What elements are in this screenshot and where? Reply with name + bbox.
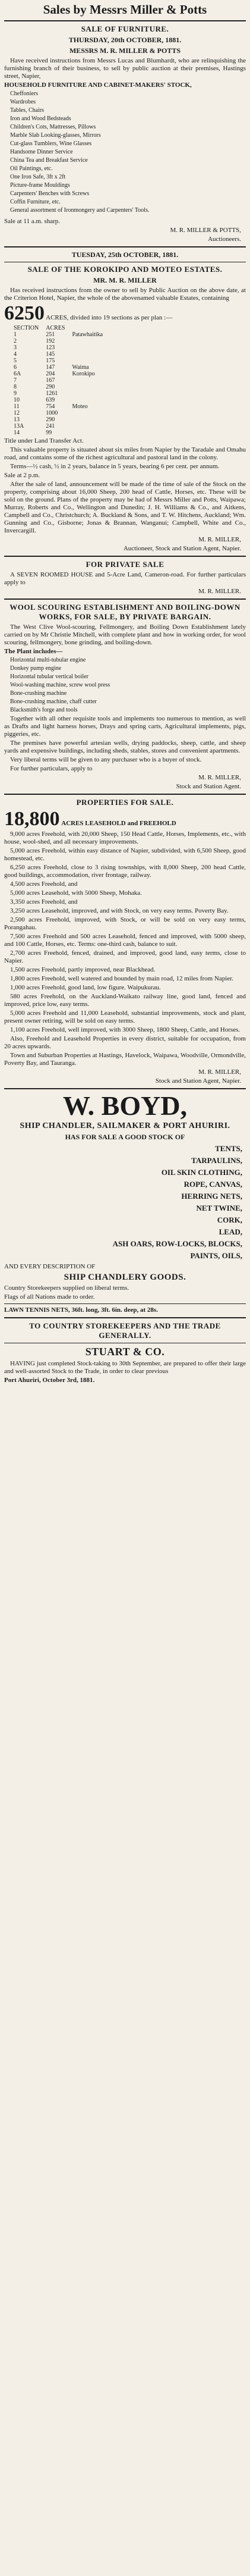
property-item: 4,500 acres Freehold, and [10,880,78,888]
furniture-sale-title: SALE OF FURNITURE. [81,24,169,33]
furniture-item: Picture-frame Mouldings [10,182,70,189]
lot-section: 1 [14,331,17,338]
properties-signature-role: Stock and Station Agent, Napier. [155,1077,241,1085]
lot-acres: 1261 [46,390,58,397]
furniture-sale-signature-firm: M. R. MILLER & POTTS, [170,227,241,234]
lot-section: 11 [14,403,20,410]
wool-works-signature-role: Stock and Station Agent. [176,783,241,790]
furniture-item: Handsome Dinner Service [10,149,73,155]
private-sale-title: FOR PRIVATE SALE [86,560,164,569]
boyd-name: W. BOYD, [62,1090,188,1121]
property-item: 1,100 acres Freehold, well improved, with 3000 Sheep, 1800 Sheep, Cattle, and Horses. [10,1026,240,1033]
lot-section: 8 [14,384,17,390]
furniture-item: Children's Cots, Mattresses, Pillows [10,124,96,130]
lot-header-section: SECTION [14,325,39,331]
goods-item: NET TWINE, [196,1204,242,1212]
lot-block: Korokipo [72,371,95,377]
boyd-trade: SHIP CHANDLER, SAILMAKER & PORT AHURIRI. [20,1121,230,1130]
goods-item: PAINTS, OILS, [190,1251,242,1260]
furniture-sale-date: THURSDAY, 20th OCTOBER, 1881. [68,36,182,44]
lot-section: 3 [14,344,17,351]
wool-works-plant-header: The Plant includes— [4,648,63,655]
property-item: 5,000 acres Freehold, within easy distance of Napier, subdivided, with 6,500 Sheep, good homestead, etc. [4,847,246,862]
korokipo-intro: Has received instructions from the owner to sell by Public Auction on the above date, at the Criterion Hotel, Napier, the whole of the abovenamed valuable Estates, containing [4,287,246,302]
lot-section: 9 [14,390,17,397]
lot-row [10,397,106,403]
lot-section: 7 [14,377,17,384]
lot-acres: 204 [46,371,55,377]
property-item: 3,250 acres Leasehold, improved, and with Stock, on very easy terms. Poverty Bay. [10,907,229,914]
lot-header-acres: ACRES [46,325,65,331]
furniture-sale-intro: Have received instructions from Messrs Lucas and Blumhardt, who are relinquishing the furnishing branch of their business, to sell by public auction at their premises, Hastings street, Napier, [4,57,246,80]
goods-item: OIL SKIN CLOTHING, [161,1168,242,1177]
korokipo-signature-name: M. R. MILLER, [198,536,241,543]
plant-item: Blacksmith's forge and tools [10,707,78,713]
lot-acres: 290 [46,416,55,423]
korokipo-title-note: Title under Land Transfer Act. [4,437,84,444]
lot-block [68,397,106,403]
stuart-heading: TO COUNTRY STOREKEEPERS AND THE TRADE GENERALLY. [29,1321,221,1340]
property-item: 1,800 acres Freehold, well watered and bounded by main road, 12 miles from Napier. [10,975,234,982]
wool-works-terms: Very liberal terms will be given to any purchaser who is a buyer of stock. [10,756,202,763]
properties-headline [4,809,246,829]
divider [4,1317,246,1318]
lot-block [68,377,106,384]
korokipo-acres-line [4,303,246,324]
korokipo-lot-table [10,325,106,436]
lot-section: 12 [14,410,20,416]
stuart-body: HAVING just completed Stock-taking to 30th September, are prepared to offer their large and well-assorted Stock to the Trade, in order to clear previous [4,1360,246,1375]
boyd-nets: LAWN TENNIS NETS, 36ft. long, 3ft. 6in. deep, at 28s. [4,1306,158,1314]
lot-row [10,377,106,384]
furniture-item: Tables, Chairs [10,107,45,114]
furniture-item: One Iron Safe, 3ft x 2ft [10,174,66,180]
properties-big-figure: 18,800 [4,808,60,830]
lot-block [68,416,106,423]
lot-row [10,416,106,423]
lot-block [68,351,106,358]
property-item: Town and Suburban Properties at Hastings, Havelock, Waipawa, Woodville, Ormondville, Poverty Bay, and Tauranga. [4,1052,246,1067]
lot-acres: 251 [46,331,55,338]
furniture-item-list [4,90,246,214]
property-item: 580 acres Freehold, on the Auckland-Waikato railway line, good land, fenced and improved, price low, easy terms. [4,993,246,1008]
furniture-item: General assortment of Ironmongery and Carpenters' Tools. [10,207,150,214]
furniture-item: Marble Slab Looking-glasses, Mirrors [10,132,101,139]
lot-acres: 175 [46,358,55,364]
property-item: 6,250 acres Freehold, close to 3 rising townships, with 8,000 Sheep, 200 head Cattle, good buildings, accommodation, river frontage, railway. [4,864,246,879]
lot-block [68,430,106,436]
goods-item: ROPE, CANVAS, [183,1180,242,1189]
lot-acres: 145 [46,351,55,358]
plant-item: Bone-crushing machine [10,690,67,697]
wool-works-plant-list [4,657,246,714]
property-item: 3,350 acres Freehold, and [10,898,78,905]
lot-acres: 639 [46,397,55,403]
lot-row [10,384,106,390]
lot-row [10,371,106,377]
plant-item: Donkey pump engine [10,665,62,672]
furniture-sale-signature-role: Auctioneers. [208,236,241,243]
private-sale-body: A SEVEN ROOMED HOUSE and 5-Acre Land, Cameron-road. For further particulars apply to [4,571,246,586]
lot-row [10,423,106,430]
lot-section: 14 [14,430,20,436]
boyd-ad [4,1092,246,1314]
lot-block: Moteo [72,403,88,410]
lot-acres: 241 [46,423,55,430]
property-item: 1,000 acres Freehold, good land, low figure. Waipukurau. [10,984,161,991]
lot-acres: 1000 [46,410,58,416]
furniture-item: Wardrobes [10,99,36,105]
furniture-sale-headline: HOUSEHOLD FURNITURE AND CABINET-MAKERS' STOCK, [4,82,192,89]
korokipo-sale-ad [4,250,246,553]
masthead: Sales by Messrs Miller & Potts [43,2,207,17]
korokipo-sale-date: TUESDAY, 25th OCTOBER, 1881. [71,250,179,259]
lot-acres: 192 [46,338,55,344]
stuart-footer: Port Ahuriri, October 3rd, 1881. [4,1377,95,1384]
wool-works-rest: Together with all other requisite tools and implements too numerous to mention, as well as Drafts and light harness horses, Drays and spring carts, Agricultural implements, pigs, piggeries, etc. [4,715,246,738]
private-sale-ad [4,560,246,596]
properties-big-text: ACRES LEASEHOLD and FREEHOLD [61,820,176,827]
lot-block [68,338,106,344]
divider [4,794,246,795]
wool-works-ad [4,603,246,791]
property-item: 2,500 acres Freehold, improved, with Stock, or will be sold on very easy terms, Porangahau. [4,916,246,931]
properties-title: PROPERTIES FOR SALE. [76,798,174,807]
lot-block: Waima [72,364,89,371]
goods-item: TENTS, [215,1144,242,1153]
lot-acres: 147 [46,364,55,371]
wool-works-title: WOOL SCOURING ESTABLISHMENT AND BOILING-DOWN WORKS, FOR SALE, BY PRIVATE BARGAIN. [10,603,240,621]
lot-block: Patawhaitika [72,331,103,338]
property-item: 1,500 acres Freehold, partly improved, near Blackhead. [10,966,156,973]
korokipo-stock-note: After the sale of land, announcement will be made of the time of sale of the Stock on the property, comprising about 16,000 Sheep, 200 head of Cattle, Horses, etc. These will be sold on the ground. Plans of the property may be had of Messrs Miller and Potts, Waipawa; Murray, Roberts and Co., Wellington and Dunedin; J. H. Williams & Co., and Aitkens, Campbell and Co., Christchurch; A. Buckland & Sons, and T. W. Hitchens, Auckland; Wm. Gunning and Co., Gisborne; Jonas & Brannan, Wanganui; Campbell, White and Co., Invercargill. [4,481,246,534]
furniture-sale-firm: MESSRS M. R. MILLER & POTTS [69,46,181,55]
divider [4,556,246,557]
wool-works-signature-name: M. R. MILLER, [198,774,241,781]
private-sale-signature: M. R. MILLER. [198,588,241,595]
boyd-orders: Country Storekeepers supplied on liberal terms. [4,1284,129,1292]
plant-item: Wool-washing machine, screw wool press [10,682,110,688]
goods-item: ASH OARS, ROW-LOCKS, BLOCKS, [112,1239,242,1248]
goods-item: CORK, [217,1215,242,1224]
boyd-chandlery: SHIP CHANDLERY GOODS. [64,1273,186,1282]
korokipo-auctioneer: MR. M. R. MILLER [93,276,157,284]
lot-block [68,390,106,397]
lot-row [10,331,106,338]
property-item: Also, Freehold and Leasehold Properties in every district, suitable for occupation, from 20 acres upwards. [4,1035,246,1050]
lot-row [10,390,106,397]
plant-item: Horizontal multi-tubular engine [10,657,86,663]
wool-works-premises: The premises have powerful artesian wells, drying paddocks, sheep, cattle, and sheep yards and expensive buildings, including sheds, stables, stores and convenient apartments. [4,739,246,754]
lot-row [10,351,106,358]
korokipo-sale-time: Sale at 2 p.m. [4,472,40,479]
lot-acres: 123 [46,344,55,351]
boyd-every: AND EVERY DESCRIPTION OF [4,1263,96,1270]
lot-row [10,410,106,416]
stuart-ad [4,1321,246,1384]
korokipo-description: This valuable property is situated about six miles from Napier by the Taradale and Omahu road, and contains some of the richest agricultural and pastoral land in the colony. [4,446,246,461]
newspaper-column [4,0,246,1384]
lot-acres: 290 [46,384,55,390]
property-item: 5,000 acres Leasehold, with 5000 Sheep, Mohaka. [10,889,142,897]
korokipo-sale-title: SALE OF THE KOROKIPO AND MOTEO ESTATES. [27,265,223,274]
divider [4,20,246,21]
furniture-item: Carpenters' Benches with Screws [10,190,90,197]
plant-item: Bone-crushing machine, chaff cutter [10,698,97,705]
lot-row [10,338,106,344]
goods-item: TARPAULINS, [191,1156,242,1165]
lot-block [68,358,106,364]
lot-acres: 99 [46,430,52,436]
lot-block [68,410,106,416]
furniture-item: Cheffoniers [10,90,39,97]
furniture-sale-ad [4,24,246,243]
goods-item: HERRING NETS, [181,1192,242,1201]
lot-section: 6 [14,364,17,371]
lot-section: 13 [14,416,20,423]
lot-section: 4 [14,351,17,358]
properties-signature-name: M. R. MILLER, [198,1068,241,1076]
lot-acres: 167 [46,377,55,384]
boyd-offer: HAS FOR SALE A GOOD STOCK OF [65,1133,185,1141]
goods-item: LEAD, [219,1227,242,1236]
property-item: 7,500 acres Freehold and 500 acres Leasehold, fenced and improved, with 5000 sheep, and 100 Cattle, Horses, etc. Terms: one-third cash, balance to suit. [4,933,246,948]
lot-row [10,358,106,364]
furniture-item: China Tea and Breakfast Service [10,157,88,164]
furniture-item: Oil Paintings, etc. [10,165,53,172]
lot-section: 2 [14,338,17,344]
lot-row [10,430,106,436]
furniture-item: Coffin Furniture, etc. [10,199,61,205]
korokipo-acres-figure: 6250 [4,302,45,324]
lot-block [68,344,106,351]
property-item: 9,000 acres Freehold, with 20,000 Sheep, 150 Head Cattle, Horses, Implements, etc., with house, wool-shed, and all necessary improvements. [4,831,246,845]
furniture-sale-time: Sale at 11 a.m. sharp. [4,218,60,225]
properties-ad [4,798,246,1085]
furniture-item: Cut-glass Tumblers, Wine Glasses [10,140,92,147]
lot-block [68,423,106,430]
property-item: 5,000 acres Freehold and 11,000 Leasehold, substantial improvements, stock and plant, present owner retiring, will be sold on easy terms. [4,1010,246,1024]
furniture-item: Iron and Wood Bedsteads [10,115,71,122]
wool-works-intro: The West Clive Wool-scouring, Fellmongery, and Boiling Down Establishment lately carried on by Mr Christie Mitchell, with complete plant and how in working order, for wool scouring, fellmongery, bone grinding, and boiling-down. [4,623,246,646]
boyd-goods-list [4,1144,246,1261]
lot-section: 5 [14,358,17,364]
korokipo-acres-text: ACRES, divided into 19 sections as per plan :— [46,314,173,321]
wool-works-apply: For further particulars, apply to [10,765,93,772]
plant-item: Horizontal tubular vertical boiler [10,673,88,680]
lot-acres: 754 [46,403,55,410]
property-item: 2,700 acres Freehold, fenced, drained, and improved, good land, easy terms, close to Napier. [4,949,246,964]
divider [4,598,246,600]
lot-section: 13A [14,423,24,430]
lot-row [10,403,106,410]
lot-block [68,384,106,390]
lot-row [10,364,106,371]
divider [4,1088,246,1089]
lot-section: 6A [14,371,21,377]
lot-section: 10 [14,397,20,403]
divider [4,246,246,247]
property-list [4,831,246,1067]
boyd-flags: Flags of all Nations made to order. [4,1293,95,1300]
divider [4,1303,246,1304]
stuart-name: STUART & CO. [85,1346,165,1358]
korokipo-signature-role: Auctioneer, Stock and Station Agent, Napier. [123,545,241,552]
korokipo-terms: Terms—½ cash, ½ in 2 years, balance in 5 years, bearing 6 per cent. per annum. [10,463,220,470]
lot-row [10,344,106,351]
